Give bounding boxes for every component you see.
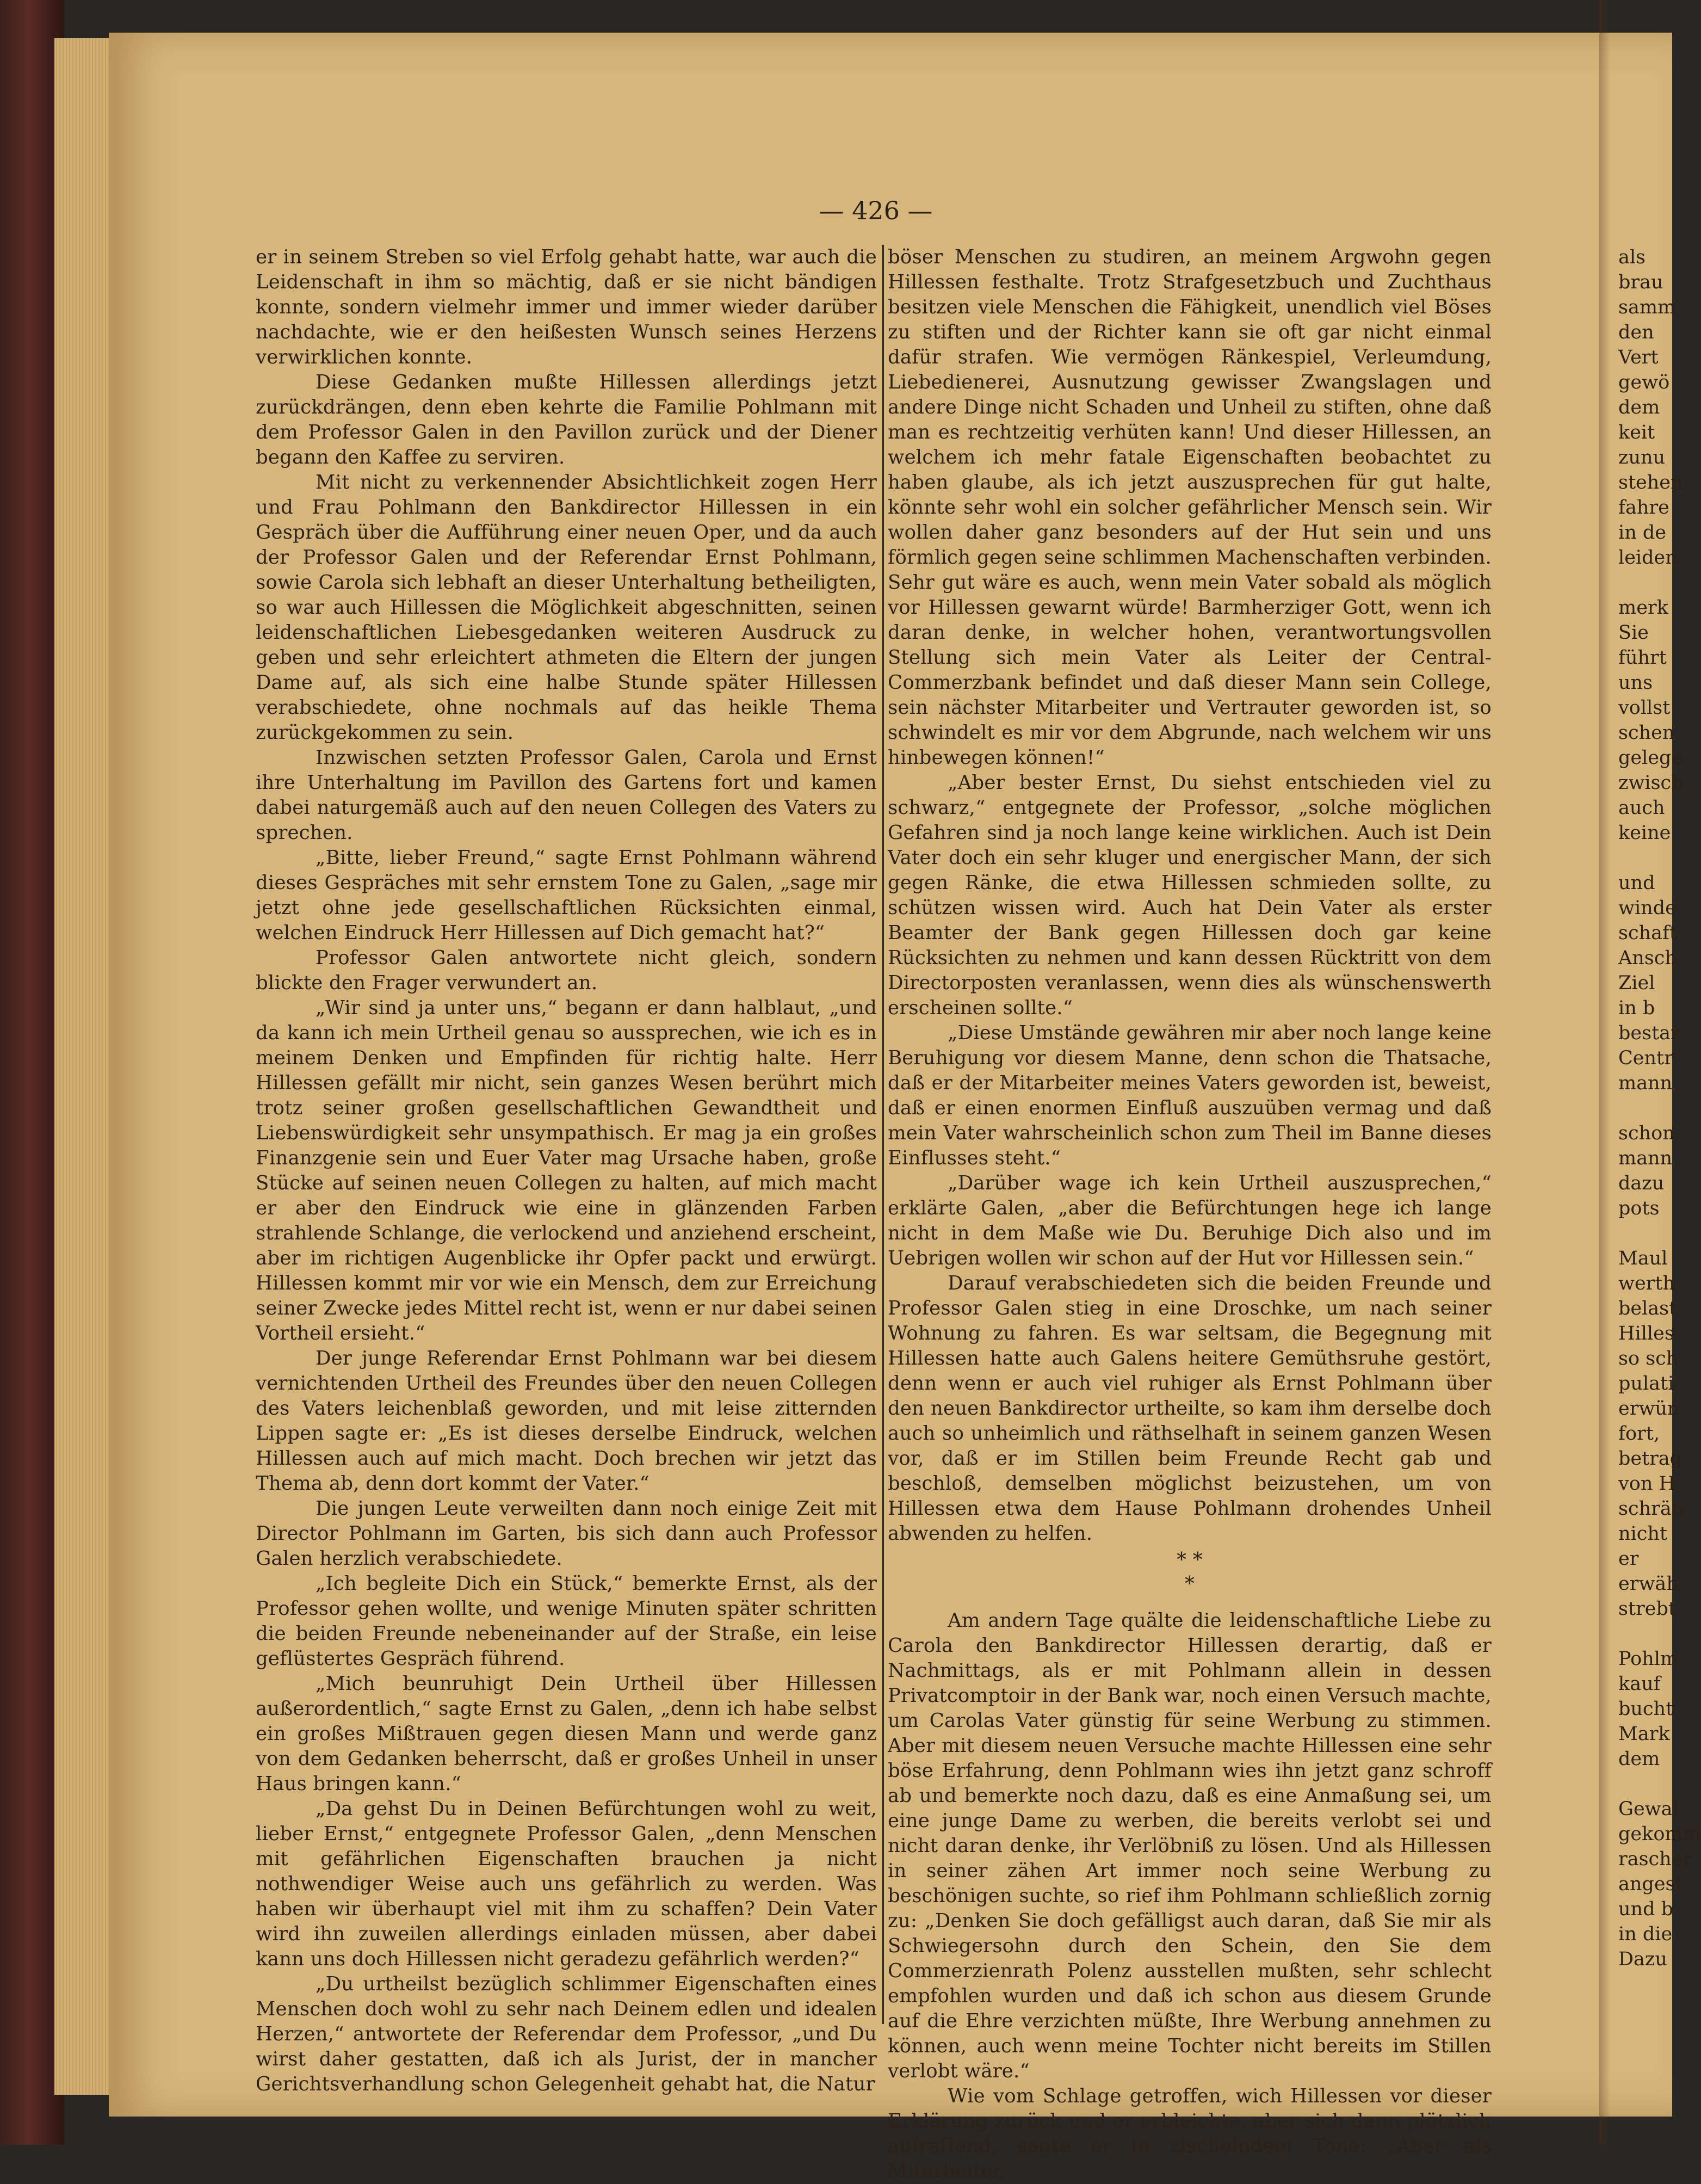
paragraph: er in seinem Streben so viel Erfolg gehabt hatte, war auch die Leidenschaft in ihm so mächtig, daß er sie nicht bändigen konnte, sondern vielmehr immer und immer wieder darüber nachdachte, wie er den heißesten Wunsch seines Herzens verwirklichen konnte. bbox=[256, 246, 877, 368]
next-page-line bbox=[1618, 570, 1684, 595]
next-page-line: werth bbox=[1618, 1273, 1675, 1294]
next-page-line: rascher bbox=[1618, 1848, 1692, 1870]
next-page-line: zunu bbox=[1618, 447, 1666, 468]
next-page-line: angest bbox=[1618, 1873, 1683, 1895]
next-page-line: Gewal bbox=[1618, 1798, 1679, 1820]
next-page-line: pulati bbox=[1618, 1373, 1674, 1395]
paragraph: Mit nicht zu verkennender Absichtlichkeit zogen Herr und Frau Pohlmann den Bankdirector Hillessen in ein Gespräch über die Aufführung einer neuen Oper, und da auch der Professor Galen und der Referendar Ernst Pohlmann, sowie Carola sich lebhaft an dieser Unterhaltung betheiligten, so war auch Hillessen die Möglichkeit abgeschnitten, seinen leidenschaftlichen Liebesgedanken weiteren Ausdruck zu geben und sehr erleichtert athmeten die Eltern der jungen Dame auf, als sich eine halbe Stunde später Hillessen verabschiedete, ohne nochmals auf das heikle Thema zurückgekommen zu sein. bbox=[256, 471, 877, 744]
separator-star-bottom: * bbox=[1184, 1573, 1195, 1595]
next-page-line bbox=[1618, 1772, 1684, 1797]
paragraph: Professor Galen antwortete nicht gleich, sondern blickte den Frager verwundert an. bbox=[256, 947, 877, 994]
next-page-line: er bbox=[1618, 1548, 1639, 1570]
next-page-line: so sch bbox=[1618, 1348, 1679, 1369]
next-page-line: in de bbox=[1618, 522, 1666, 544]
next-page-fragment bbox=[1618, 245, 1701, 2040]
next-page-line: schrän bbox=[1618, 1498, 1684, 1520]
paragraph: „Ich begleite Dich ein Stück,“ bemerkte Ernst, als der Professor gehen wollte, und wenige Minuten später schritten die beiden Freunde nebeneinander auf der Straße, ein leise geflüstertes Gespräch führend. bbox=[256, 1572, 877, 1670]
next-page-line: und bbox=[1618, 872, 1655, 894]
next-page-line: Mark bbox=[1618, 1723, 1670, 1745]
right-text-column bbox=[888, 245, 1492, 2184]
page-number: — 426 — bbox=[819, 196, 933, 225]
left-text-column bbox=[256, 245, 877, 2097]
paragraph: Am andern Tage quälte die leidenschaftliche Liebe zu Carola den Bankdirector Hillessen derartig, daß er Nachmittags, als er mit Pohlmann allein in dessen Privatcomptoir in der Bank war, noch einen Versuch machte, um Carolas Vater günstig für seine Werbung zu stimmen. Aber mit diesem neuen Versuche machte Hillessen eine sehr böse Erfahrung, denn Pohlmann wies ihn jetzt ganz schroff ab und bemerkte noch dazu, daß es eine Anmaßung sei, um eine junge Dame zu werben, die bereits verlobt sei und nicht daran denke, ihr Verlöbniß zu lösen. Und als Hillessen in seiner zähen Art immer noch seine Werbung zu beschönigen suchte, so rief ihm Pohlmann schließlich zornig zu: „Denken Sie doch gefälligst auch daran, daß Sie mir als Schwiegersohn durch den Schein, den Sie dem Commerzienrath Polenz ausstellen mußten, sehr schlecht empfohlen wurden und daß ich schon aus diesem Grunde auf die Ehre verzichten müßte, Ihre Werbung annehmen zu können, auch wenn meine Tochter nicht bereits im Stillen verlobt wäre.“ bbox=[888, 1609, 1492, 2082]
next-page-line: strebt bbox=[1618, 1598, 1676, 1620]
paragraph: „Diese Umstände gewähren mir aber noch lange keine Beruhigung vor diesem Manne, denn schon die Thatsache, daß er der Mitarbeiter meines Vaters geworden ist, beweist, daß er einen enormen Einfluß auszuüben vermag und daß mein Vater wahrscheinlich schon zum Theil im Banne dieses Einflusses steht.“ bbox=[888, 1022, 1492, 1169]
next-page-line: gelege bbox=[1618, 747, 1683, 769]
next-page-line: in die bbox=[1618, 1923, 1673, 1945]
paragraph: Der junge Referendar Ernst Pohlmann war bei diesem vernichtenden Urtheil des Freundes über den neuen Collegen des Vaters leichenblaß geworden, und mit leise zitternden Lippen sagte er: „Es ist dieses derselbe Eindruck, welchen Hillessen auch auf mich macht. Doch brechen wir jetzt das Thema ab, denn dort kommt der Vater.“ bbox=[256, 1347, 877, 1495]
next-page-line: erwäh bbox=[1618, 1573, 1679, 1595]
next-page-line: bucht bbox=[1618, 1698, 1674, 1720]
paragraph: „Wir sind ja unter uns,“ begann er dann halblaut, „und da kann ich mein Urtheil genau so aussprechen, wie ich es in meinem Denken und Empfinden für richtig halte. Herr Hillessen gefällt mir nicht, sein ganzes Wesen berührt mich trotz seiner großen gesellschaftlichen Gewandtheit und Liebenswürdigkeit sehr unsympathisch. Er mag ja ein großes Finanzgenie sein und Euer Vater mag Ursache haben, große Stücke auf seinen neuen Collegen zu halten, auf mich macht er aber den Eindruck wie eine in glänzenden Farben strahlende Schlange, die verlockend und anziehend erscheint, aber im richtigen Augenblicke ihr Opfer packt und erwürgt. Hillessen kommt mir vor wie ein Mensch, dem zur Erreichung seiner Zwecke jedes Mittel recht ist, wenn er nur dabei seinen Vortheil ersieht.“ bbox=[256, 997, 877, 1344]
next-page-line: betrag bbox=[1618, 1448, 1683, 1470]
paragraph: Wie vom Schlage getroffen, wich Hillessen vor dieser Erklärung zurück und er erbleichte, aber sich dann plötzlich aufraffend, sagte er in zischelndem Tone: „Aber als Mitarbeiter, bbox=[888, 2085, 1492, 2182]
gutter-shadow bbox=[1599, 0, 1610, 2145]
next-page-line: nicht bbox=[1618, 1523, 1667, 1545]
next-page-line: in b bbox=[1618, 997, 1655, 1019]
next-page-line: bestar bbox=[1618, 1022, 1680, 1044]
next-page-line: belast bbox=[1618, 1298, 1677, 1319]
next-page-line: und b bbox=[1618, 1898, 1674, 1920]
next-page-line bbox=[1618, 1621, 1684, 1646]
next-page-line: erwün bbox=[1618, 1398, 1680, 1420]
paragraph: böser Menschen zu studiren, an meinem Argwohn gegen Hillessen festhalte. Trotz Strafgesetzbuch und Zuchthaus besitzen viele Menschen die Fähigkeit, unendlich viel Böses zu stiften und der Richter kann sie oft gar nicht einmal dafür strafen. Wie vermögen Ränkespiel, Verleumdung, Liebedienerei, Ausnutzung gewisser Zwangslagen und andere Dinge nicht Schaden und Unheil zu stiften, ohne daß man es rechtzeitig verhüten kann! Und dieser Hillessen, an welchem ich mehr fatale Eigenschaften beobachtet zu haben glaube, als ich jetzt auszusprechen für gut halte, könnte sehr wohl ein solcher gefährlicher Mensch sein. Wir wollen daher ganz besonders auf der Hut sein und uns förmlich gegen seine schlimmen Machenschaften verbinden. Sehr gut wäre es auch, wenn mein Vater sobald als möglich vor Hillessen gewarnt würde! Barmherziger Gott, wenn ich daran denke, in welcher hohen, verantwortungsvollen Stellung sich mein Vater als Leiter der Central-Commerzbank befindet und daß dieser Mann sein College, sein nächster Mitarbeiter und Vertrauter geworden ist, so schwindelt es mir vor dem Abgrunde, nach welchem wir uns hinbewegen können!“ bbox=[888, 246, 1492, 769]
column-divider bbox=[882, 245, 884, 2024]
paragraph: „Darüber wage ich kein Urtheil auszusprechen,“ erklärte Galen, „aber die Befürchtungen hege ich lange nicht in dem Maße wie Du. Beruhige Dich also und im Uebrigen wollen wir schon auf der Hut vor Hillessen sein.“ bbox=[888, 1172, 1492, 1269]
next-page-line: gewö bbox=[1618, 372, 1670, 393]
next-page-line: brau bbox=[1618, 272, 1663, 293]
next-page-line: dem bbox=[1618, 397, 1660, 418]
next-page-line: Maul bbox=[1618, 1248, 1668, 1269]
paragraph: „Da gehst Du in Deinen Befürchtungen wohl zu weit, lieber Ernst,“ entgegnete Professor Galen, „denn Menschen mit gefährlichen Eigenschaften brauchen ja nicht nothwendiger Weise auch uns gefährlich zu werden. Was haben wir überhaupt viel mit ihm zu schaffen? Dein Vater wird ihn zuweilen allerdings einladen müssen, aber dabei kann uns doch Hillessen nicht geradezu gefährlich werden?“ bbox=[256, 1798, 877, 1970]
next-page-line: keit bbox=[1618, 422, 1655, 443]
next-page-line: merk bbox=[1618, 597, 1668, 619]
section-separator bbox=[888, 1546, 1492, 1608]
next-page-line: samm bbox=[1618, 297, 1676, 318]
next-page-line: vollst bbox=[1618, 697, 1671, 719]
next-page-line: dem bbox=[1618, 1748, 1660, 1770]
next-page-line: pots bbox=[1618, 1198, 1660, 1219]
next-page-line: Pohlm bbox=[1618, 1648, 1679, 1670]
next-page-line: mann bbox=[1618, 1147, 1673, 1169]
next-page-line bbox=[1618, 1221, 1684, 1246]
next-page-line: mann bbox=[1618, 1072, 1673, 1094]
next-page-line: schen bbox=[1618, 722, 1675, 744]
next-page-line: gekomm bbox=[1618, 1823, 1701, 1845]
next-page-line: Ziel bbox=[1618, 972, 1655, 994]
next-page-line: fort, bbox=[1618, 1423, 1660, 1445]
next-page-line: Vert bbox=[1618, 347, 1659, 368]
next-page-line: Hilles bbox=[1618, 1323, 1674, 1344]
next-page-line: leiden bbox=[1618, 547, 1678, 569]
next-page-line: zwisch bbox=[1618, 772, 1684, 794]
next-page-line: stehen bbox=[1618, 472, 1683, 493]
paragraph: Die jungen Leute verweilten dann noch einige Zeit mit Director Pohlmann im Garten, bis sich dann auch Professor Galen herzlich verabschiedete. bbox=[256, 1497, 877, 1570]
paragraph: Diese Gedanken mußte Hillessen allerdings jetzt zurückdrängen, denn eben kehrte die Familie Pohlmann mit dem Professor Galen in den Pavillon zurück und der Diener begann den Kaffee zu serviren. bbox=[256, 371, 877, 468]
paragraph: „Mich beunruhigt Dein Urtheil über Hillessen außerordentlich,“ sagte Ernst zu Galen, „denn ich habe selbst ein großes Mißtrauen gegen diesen Mann und werde ganz von dem Gedanken beherrscht, daß er großes Unheil in unser Haus bringen kann.“ bbox=[256, 1673, 877, 1795]
next-page-line: uns bbox=[1618, 672, 1653, 694]
next-page-line: Ansch bbox=[1618, 947, 1677, 969]
next-page-line: von H bbox=[1618, 1473, 1676, 1495]
next-page-line bbox=[1618, 846, 1684, 871]
next-page-line: schon bbox=[1618, 1122, 1675, 1144]
paragraph: Darauf verabschiedeten sich die beiden Freunde und Professor Galen stieg in eine Droschke, um nach seiner Wohnung zu fahren. Es war seltsam, die Begegnung mit Hillessen hatte auch Galens heitere Gemüthsruhe gestört, denn wenn er auch viel ruhiger als Ernst Pohlmann über den neuen Bankdirector urtheilte, so kam ihm derselbe doch auch so unheimlich und räthselhaft in seinem ganzen Wesen vor, daß er im Stillen beim Freunde Recht gab und beschloß, demselben möglichst beizustehen, um von Hillessen etwa dem Hause Pohlmann drohendes Unheil abwenden zu helfen. bbox=[888, 1272, 1492, 1545]
next-page-line: führt bbox=[1618, 647, 1667, 669]
next-page-line: den bbox=[1618, 322, 1654, 343]
next-page-line: winde bbox=[1618, 897, 1677, 919]
next-page-line bbox=[1618, 1096, 1684, 1121]
next-page-line: auch bbox=[1618, 797, 1665, 819]
next-page-line: dazu bbox=[1618, 1173, 1665, 1194]
next-page-line: keine bbox=[1618, 822, 1671, 844]
separator-stars-top: * * bbox=[1176, 1549, 1203, 1571]
next-page-line: schaft bbox=[1618, 922, 1677, 944]
next-page-line: Dazu bbox=[1618, 1948, 1667, 1970]
paragraph: „Aber bester Ernst, Du siehst entschieden viel zu schwarz,“ entgegnete der Professor, „solche möglichen Gefahren sind ja noch lange keine wirklichen. Auch ist Dein Vater doch ein sehr kluger und energischer Mann, der sich gegen Ränke, die etwa Hillessen schmieden sollte, zu schützen wissen wird. Auch hat Dein Vater als erster Beamter der Bank gegen Hillessen doch gar keine Rücksichten zu nehmen und kann dessen Rücktritt von dem Directorposten veranlassen, wenn dies als wünschenswerth erscheinen sollte.“ bbox=[888, 772, 1492, 1019]
next-page-line: Sie bbox=[1618, 622, 1649, 644]
paragraph: „Bitte, lieber Freund,“ sagte Ernst Pohlmann während dieses Gespräches mit sehr ernstem Tone zu Galen, „sage mir jetzt ohne jede gesellschaftlichen Rücksichten einmal, welchen Eindruck Herr Hillessen auf Dich gemacht hat?“ bbox=[256, 847, 877, 944]
next-page-line: als bbox=[1618, 246, 1646, 268]
paragraph: Inzwischen setzten Professor Galen, Carola und Ernst ihre Unterhaltung im Pavillon des Gartens fort und kamen dabei naturgemäß auch auf den neuen Collegen des Vaters zu sprechen. bbox=[256, 746, 877, 844]
next-page-line: fahre bbox=[1618, 497, 1669, 519]
next-page-line: kauf bbox=[1618, 1673, 1661, 1695]
paragraph: „Du urtheilst bezüglich schlimmer Eigenschaften eines Menschen doch wohl zu sehr nach Deinem edlen und idealen Herzen,“ antwortete der Referendar dem Professor, „und Du wirst daher gestatten, daß ich als Jurist, der in mancher Gerichtsverhandlung schon Gelegenheit gehabt hat, die Natur bbox=[256, 1973, 877, 2095]
next-page-line: Centr bbox=[1618, 1047, 1673, 1069]
